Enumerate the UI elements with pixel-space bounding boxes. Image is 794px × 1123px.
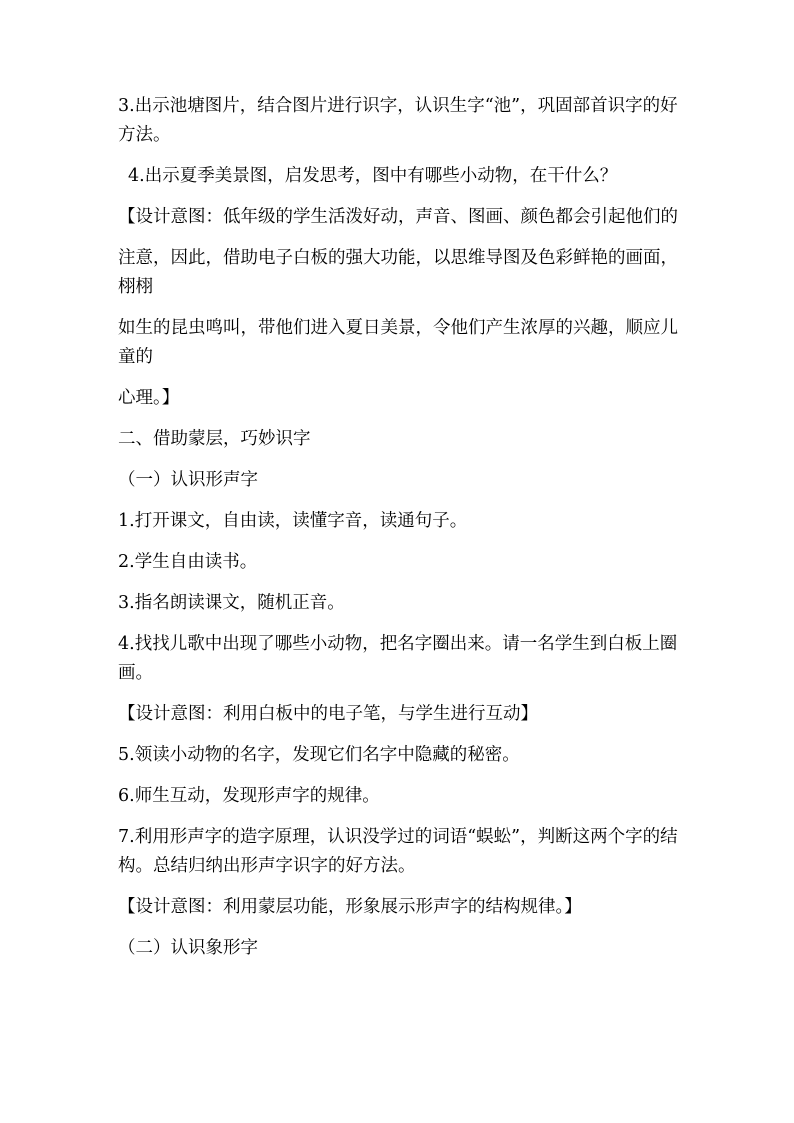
paragraph-design-intent-3: 【设计意图：利用蒙层功能，形象展示形声字的结构规律。】 [118,897,582,917]
paragraph-design-intent-1-line-2: 注意，因此，借助电子白板的强大功能，以思维导图及色彩鲜艳的画面，栩栩 [118,248,678,297]
document-body [118,92,678,963]
paragraph-step-4-summer: 4.出示夏季美景图，启发思考，图中有哪些小动物，在干什么？ [128,166,618,186]
paragraph-step-7-structure: 7.利用形声字的造字原理，认识没学过的词语“蜈蚣”，判断这两个字的结构。总结归纳出形声字识字的好方法。 [118,827,678,876]
paragraph-design-intent-1-line-3: 如生的昆虫鸣叫，带他们进入夏日美景，令他们产生浓厚的兴趣，顺应儿童的 [118,318,678,367]
paragraph-step-3-pond: 3.出示池塘图片，结合图片进行识字，认识生字“池”，巩固部首识字的好方法。 [118,96,678,145]
paragraph-step-5-names: 5.领读小动物的名字，发现它们名字中隐藏的秘密。 [118,745,520,765]
paragraph-step-1-read: 1.打开课文，自由读，读懂字音，读通句子。 [118,511,468,531]
paragraph-step-4-circle: 4.找找儿歌中出现了哪些小动物，把名字圈出来。请一名学生到白板上圈画。 [118,634,678,683]
paragraph-step-3-correct: 3.指名朗读课文，随机正音。 [118,593,345,613]
paragraph-design-intent-1-line-1: 【设计意图：低年级的学生活泼好动，声音、图画、颜色都会引起他们的 [118,207,678,227]
paragraph-design-intent-2: 【设计意图：利用白板中的电子笔，与学生进行互动】 [118,704,538,724]
paragraph-step-6-rules: 6.师生互动，发现形声字的规律。 [118,786,380,806]
paragraph-design-intent-1-line-4: 心理。】 [118,388,180,408]
subsection-heading-1: （一）认识形声字 [118,470,258,490]
subsection-heading-2: （二）认识象形字 [118,938,258,958]
section-heading-2: 二、借助蒙层，巧妙识字 [118,429,311,449]
paragraph-step-2-read: 2.学生自由读书。 [118,552,258,572]
